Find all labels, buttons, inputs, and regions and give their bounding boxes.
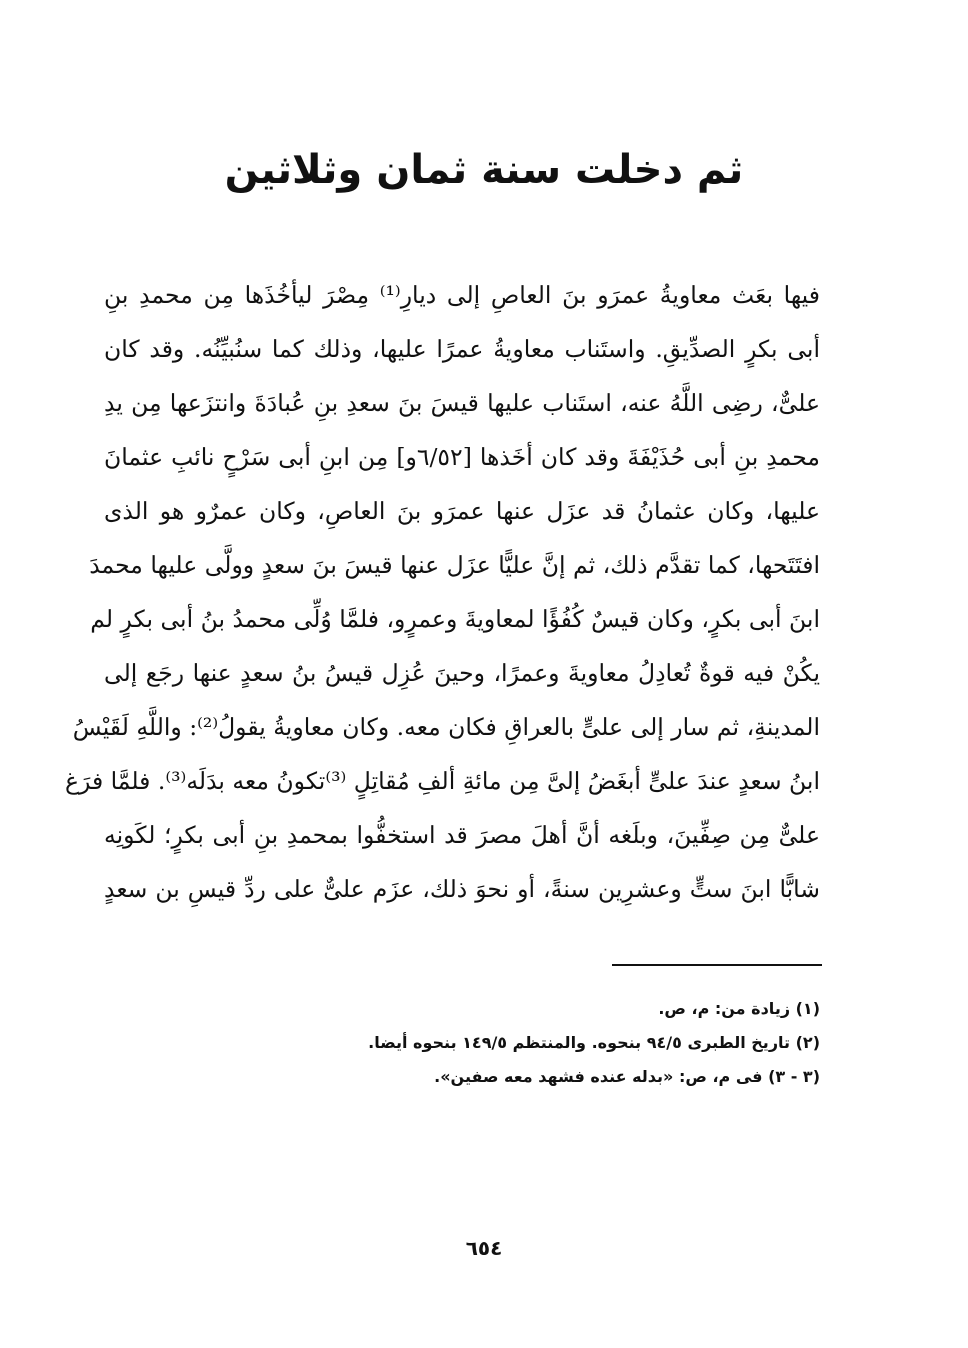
text-line: أبى بكرٍ الصدِّيقِ. واستَناب معاويةُ عمرًا عليها، وذلك كما سنُبيِّنُه. وقد كان bbox=[104, 335, 820, 363]
footnote: (١) زيادة من: م، ص. bbox=[658, 999, 820, 1018]
chapter-title: ثم دخلت سنة ثمان وثلاثين bbox=[224, 147, 744, 193]
footnotes bbox=[180, 992, 820, 1094]
text-line: ابنَ أبى بكرٍ، وكان قيسٌ كُفُؤًا لمعاويةَ وعمرٍو، فلمَّا وُلِّى محمدُ بنُ أبى بكرٍ لم bbox=[90, 605, 820, 633]
text-line: محمدِ بنِ أبى حُذَيْفَةَ وقد كان أخَذها [٦/٥٢و] مِن ابنِ أبى سَرْحٍ نائبِ عثمانَ bbox=[104, 443, 820, 471]
text-line: فيها بعَث معاويةُ عمرَو بنَ العاصِ إلى ديارِ⁽¹⁾ مِصْرَ ليأخُذَها مِن محمدِ بنِ bbox=[104, 281, 820, 309]
text-line: المدينةِ، ثم سار إلى علىٍّ بالعراقِ فكان معه. وكان معاويةُ يقولُ⁽²⁾: واللَّهِ لَقَيْسُ bbox=[72, 713, 820, 741]
text-line: علىٌّ، رضِى اللَّهُ عنه، استَناب عليها قيسَ بنَ سعدِ بنِ عُبادَةَ وانتزَعها مِن يدِ bbox=[104, 389, 820, 417]
page-number: ٦٥٤ bbox=[465, 1236, 503, 1260]
footnote: (٢) تاريخ الطبرى ٩٤/٥ بنحوه. والمنتظم ١٤٩/٥ بنحوه أيضا. bbox=[368, 1033, 820, 1052]
footnote: (٣ - ٣) فى م، ص: «بدله عنده فشهد معه صفين». bbox=[434, 1067, 820, 1086]
footnote-separator bbox=[612, 964, 822, 966]
main-text bbox=[64, 268, 820, 916]
text-line: ابنُ سعدٍ عندَ علىٍّ أبغَضُ إلىَّ مِن مائةِ ألفِ مُقاتِلٍ ⁽³⁾تكونُ معه بدَلَه⁽³⁾. فلمَّا فرَغ bbox=[64, 767, 820, 795]
text-line: عليها، وكان عثمانُ قد عزَل عنها عمرَو بنَ العاصِ، وكان عمرٌو هو الذى bbox=[104, 497, 820, 525]
text-line: علىٌّ مِن صِفِّينَ، وبلَغه أنَّ أهلَ مصرَ قد استخفُّوا بمحمدِ بنِ أبى بكرٍ؛ لكَونِه bbox=[104, 821, 820, 849]
text-line: شابًّا ابنَ ستٍّ وعشرِين سنةً، أو نحوَ ذلك، عزَم علىٌّ على ردِّ قيسِ بن سعدٍ bbox=[104, 875, 820, 903]
text-line: يكُنْ فيه قوةٌ تُعادِلُ معاويةَ وعمرًا، وحينَ عُزِل قيسُ بنُ سعدٍ عنها رجَع إلى bbox=[104, 659, 820, 687]
text-line: افتَتَحها، كما تقدَّم ذلك، ثم إنَّ عليًّا عزَل عنها قيسَ بنَ سعدٍ وولَّى عليها محمدَ bbox=[89, 551, 820, 579]
